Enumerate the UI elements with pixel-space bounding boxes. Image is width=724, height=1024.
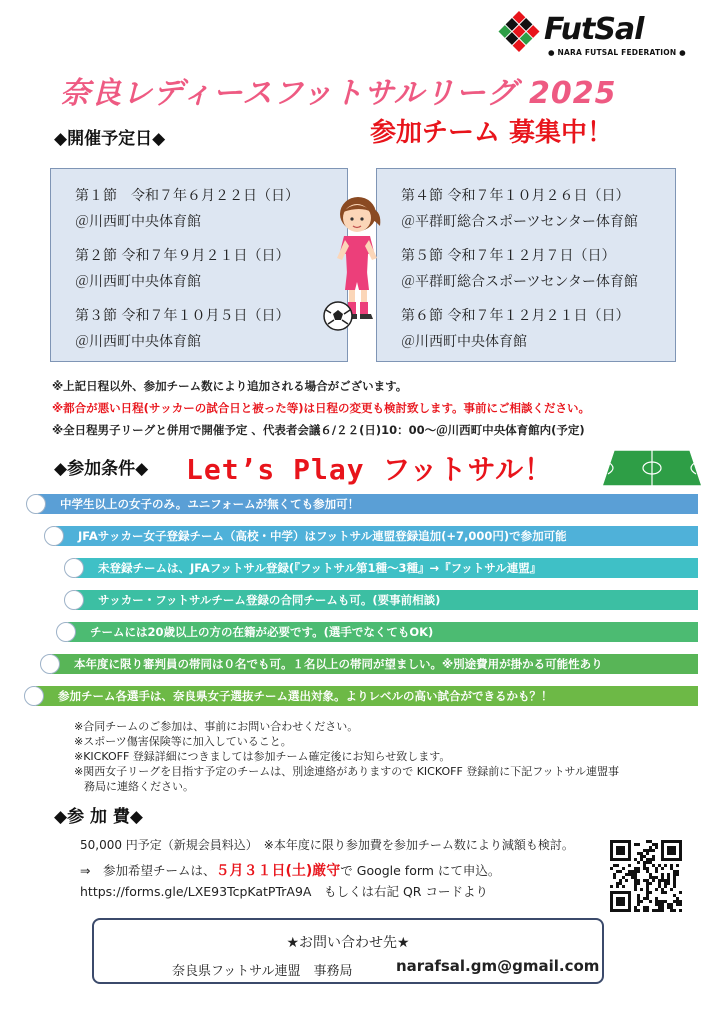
form-url-link[interactable]: https://forms.gle/LXE93TcpKatPTrA9A: [80, 884, 312, 899]
round-2-date: 第２節 令和７年９月２１日（日）: [75, 248, 290, 264]
round-4-date: 第４節 令和７年１０月２６日（日）: [401, 188, 630, 204]
condition-6: 本年度に限り審判員の帯同は０名でも可。１名以上の帯同が望ましい。※別途費用が掛かる可能性あり: [52, 654, 698, 674]
lets-play-banner: Let’s Play フットサル！: [186, 453, 554, 486]
condition-1-bullet-icon: [26, 494, 46, 514]
round-1-venue: ＠川西町中央体育館: [75, 214, 201, 230]
schedule-box-left: [50, 168, 348, 362]
condition-5-bullet-icon: [56, 622, 76, 642]
schedule-heading: ◆開催予定日◆: [54, 129, 166, 149]
round-6-date: 第６節 令和７年１２月２１日（日）: [401, 308, 630, 324]
recruit-banner: 参加チーム 募集中！: [370, 118, 614, 148]
condition-2: JFAサッカー女子登録チーム（高校・中学）はフットサル連盟登録追加(+7,000円)で参加可能: [56, 526, 698, 546]
apply-suffix: で Google form にて申込。: [340, 863, 501, 878]
round-1-date: 第１節 令和７年６月２２日（日）: [75, 188, 299, 204]
fee-line: 50,000 円予定（新規会員料込） ※本年度に限り参加費を参加チーム数により減額も検討。: [80, 838, 574, 852]
conditions-heading: ◆参加条件◆: [54, 459, 149, 479]
round-4-venue: ＠平群町総合スポーツセンター体育館: [401, 214, 638, 230]
small-note-2: ※スポーツ傷害保険等に加入していること。: [74, 735, 292, 748]
round-5-date: 第５節 令和７年１２月７日（日）: [401, 248, 616, 264]
logo-subtitle: ● NARA FUTSAL FEDERATION ●: [548, 48, 686, 57]
small-note-3: ※KICKOFF 登録詳細につきましては参加チーム確定後にお知らせ致します。: [74, 750, 451, 763]
apply-deadline: ５月３１日(土)厳守: [215, 863, 341, 879]
condition-1: 中学生以上の女子のみ。ユニフォームが無くても参加可！: [38, 494, 698, 514]
contact-box: [92, 918, 604, 984]
contact-heading: ★お問い合わせ先★: [286, 935, 410, 951]
logo-word: FutSal: [544, 12, 644, 47]
condition-7-bullet-icon: [24, 686, 44, 706]
condition-4-bullet-icon: [64, 590, 84, 610]
futsal-court-icon: [600, 446, 704, 490]
contact-email[interactable]: narafsal.gm@gmail.com: [396, 957, 600, 975]
condition-3: 未登録チームは、JFAフットサル登録(『フットサル第1種～3種』→『フットサル連盟』: [76, 558, 698, 578]
girl-player-illustration: [318, 192, 390, 332]
condition-7: 参加チーム各選手は、奈良県女子選抜チーム選出対象。よりレベルの高い試合ができるかも？！: [36, 686, 698, 706]
small-note-1: ※合同チームのご参加は、事前にお問い合わせください。: [74, 720, 359, 733]
round-3-date: 第３節 令和７年１０月５日（日）: [75, 308, 290, 324]
round-6-venue: ＠川西町中央体育館: [401, 334, 527, 350]
condition-2-bullet-icon: [44, 526, 64, 546]
apply-prefix: ⇒ 参加希望チームは、: [80, 863, 216, 878]
small-note-4: ※関西女子リーグを目指す予定のチームは、別途連絡がありますので KICKOFF 登録前に下記フットサル連盟事: [74, 765, 619, 778]
qr-code[interactable]: [610, 840, 682, 912]
note-1: ※上記日程以外、参加チーム数により追加される場合がございます。: [52, 379, 408, 393]
futsal-logo: [496, 10, 686, 62]
fee-heading: ◆参 加 費◆: [54, 807, 143, 827]
note-2: ※都合が悪い日程(サッカーの試合日と被った等)は日程の変更も検討致します。事前にご相談ください。: [52, 401, 591, 415]
condition-5: チームには20歳以上の方の在籍が必要です。(選手でなくてもOK): [68, 622, 698, 642]
schedule-box-right: [376, 168, 676, 362]
round-2-venue: ＠川西町中央体育館: [75, 274, 201, 290]
round-5-venue: ＠平群町総合スポーツセンター体育館: [401, 274, 638, 290]
form-line: [80, 882, 488, 900]
condition-3-bullet-icon: [64, 558, 84, 578]
condition-4: サッカー・フットサルチーム登録の合同チームも可。(要事前相談): [76, 590, 698, 610]
round-3-venue: ＠川西町中央体育館: [75, 334, 201, 350]
note-3: ※全日程男子リーグと併用で開催予定 、代表者会議６/２２(日)10：00～＠川西町中央体育館内(予定): [52, 423, 585, 437]
form-suffix: もしくは右記 QR コードより: [323, 884, 488, 899]
condition-6-bullet-icon: [40, 654, 60, 674]
page-title: 奈良レディースフットサルリーグ 2025: [60, 76, 617, 111]
contact-org: 奈良県フットサル連盟 事務局: [172, 964, 353, 979]
apply-line: [80, 860, 500, 880]
logo-mark-icon: [496, 10, 542, 60]
small-note-5: 務局に連絡ください。: [84, 780, 194, 793]
